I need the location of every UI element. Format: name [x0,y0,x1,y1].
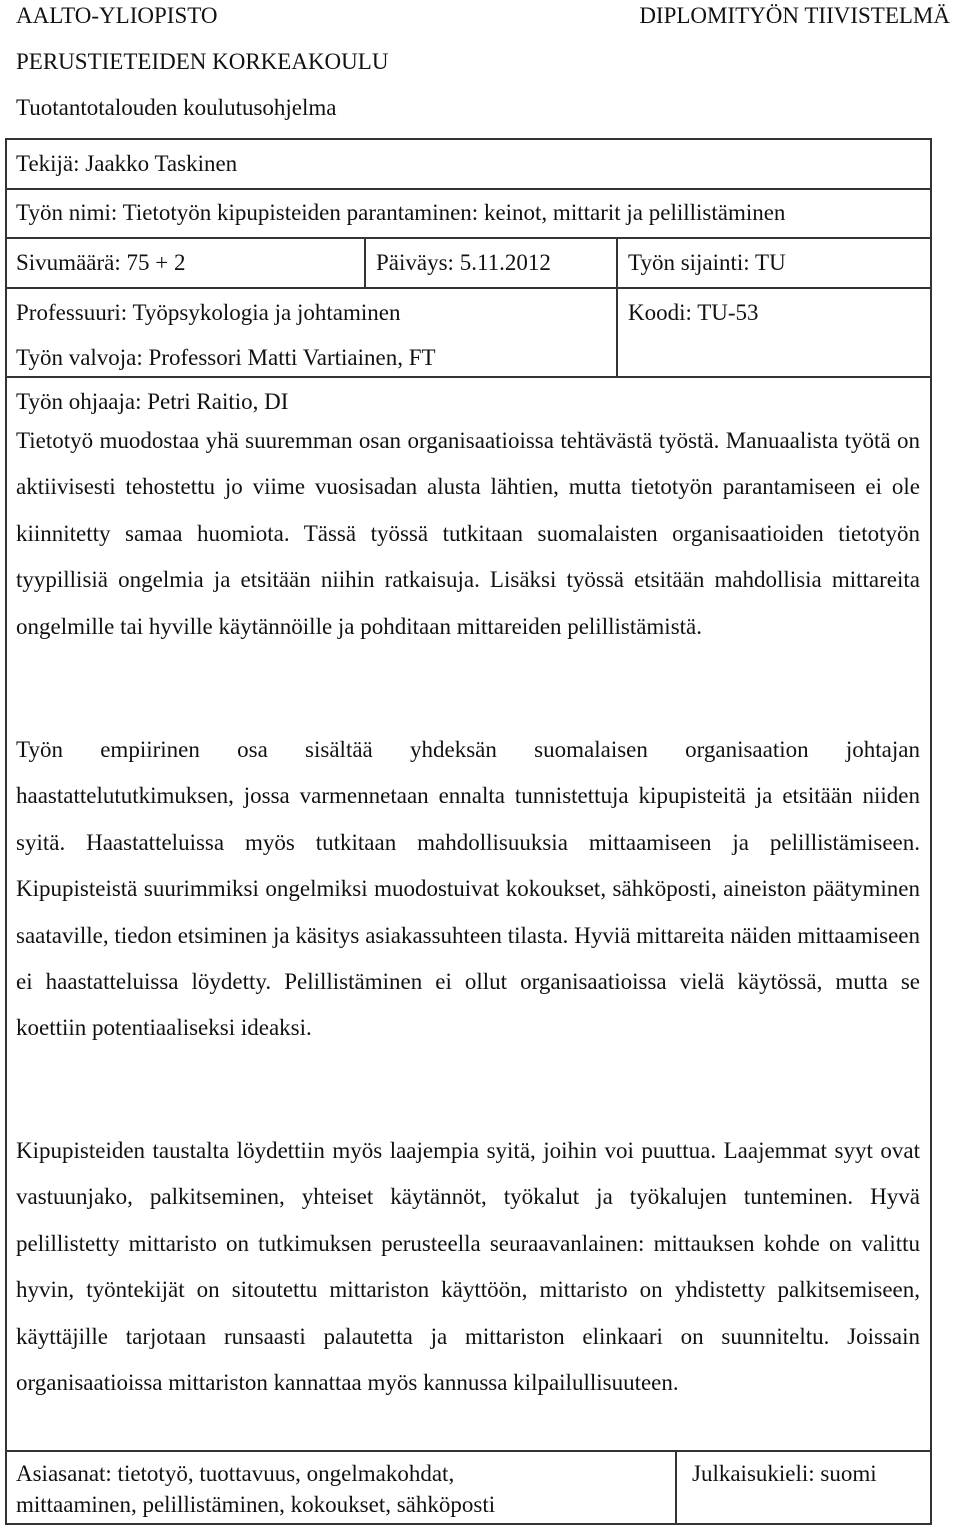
location-field: Työn sijainti: TU [628,250,786,275]
keywords-line: mittaaminen, pelillistäminen, kokoukset, sähköposti [16,1492,496,1517]
document-type: DIPLOMITYÖN TIIVISTELMÄ [639,3,950,28]
page-count-field: Sivumäärä: 75 + 2 [16,250,186,275]
divider [616,237,618,376]
abstract-paragraph: Työn empiirinen osa sisältää yhdeksän suomalaisen organisaation johtajan haastattelututkimuksen, jossa varmennetaan ennalta tunnistettuja kipupisteitä ja etsitään niiden syitä. Haastatteluissa myös tutkitaan mahdollisuuksia mittaamiseen ja pelillistämiseen. Kipupisteistä suurimmiksi ongelmiksi muodostuivat kokoukset, sähköposti, aineiston päätyminen saataville, tiedon etsiminen ja käsitys asiakassuhteen tilasta. Hyviä mittareita näiden mittaamiseen ei haastatteluissa löydetty. Pelillistäminen ei ollut organisaatioissa vielä käytössä, mutta se koettiin potentiaaliseksi ideaksi. [16,737,920,1041]
divider [5,287,932,289]
school-name: PERUSTIETEIDEN KORKEAKOULU [16,49,389,74]
instructor-field: Työn ohjaaja: Petri Raitio, DI [16,389,289,414]
professorship-field: Professuuri: Työpsykologia ja johtaminen [16,300,401,325]
thesis-title-field: Työn nimi: Tietotyön kipupisteiden parantaminen: keinot, mittarit ja pelillistäminen [16,200,786,225]
divider [675,1450,677,1525]
divider [5,237,932,239]
language-field: Julkaisukieli: suomi [692,1461,877,1486]
degree-programme: Tuotantotalouden koulutusohjelma [16,95,337,120]
date-field: Päiväys: 5.11.2012 [376,250,551,275]
author-field: Tekijä: Jaakko Taskinen [16,151,238,176]
university-name: AALTO-YLIOPISTO [16,3,218,28]
supervisor-field: Työn valvoja: Professori Matti Vartiainen, FT [16,345,436,370]
divider [5,188,932,190]
divider [5,376,932,378]
divider [5,1450,932,1452]
code-field: Koodi: TU-53 [628,300,759,325]
keywords-line: Asiasanat: tietotyö, tuottavuus, ongelmakohdat, [16,1461,455,1486]
divider [364,237,366,287]
abstract-paragraph: Tietotyö muodostaa yhä suuremman osan organisaatioissa tehtävästä työstä. Manuaalista työtä on aktiivisesti tehostettu jo viime vuosisadan alusta lähtien, mutta tietotyön parantamiseen ei ole kiinnitetty samaa huomiota. Tässä työssä tutkitaan suomalaisten organisaatioiden tietotyön tyypillisiä ongelmia ja etsitään niihin ratkaisuja. Lisäksi työssä etsitään mahdollisia mittareita ongelmille tai hyville käytännöille ja pohditaan mittareiden pelillistämistä. [16,428,920,639]
abstract-paragraph: Kipupisteiden taustalta löydettiin myös laajempia syitä, joihin voi puuttua. Laajemmat syyt ovat vastuunjako, palkitseminen, yhteiset käytännöt, työkalut ja työkalujen tunteminen. Hyvä pelillistetty mittaristo on tutkimuksen perusteella seuraavanlainen: mittauksen kohde on valittu hyvin, työntekijät on sitoutettu mittariston käyttöön, mittaristo on yhdistetty palkitsemiseen, käyttäjille tarjotaan runsaasti palautetta ja mittariston elinkaari on suunniteltu. Joissain organisaatioissa mittariston kannattaa myös kannussa kilpailullisuuteen. [16,1138,920,1396]
